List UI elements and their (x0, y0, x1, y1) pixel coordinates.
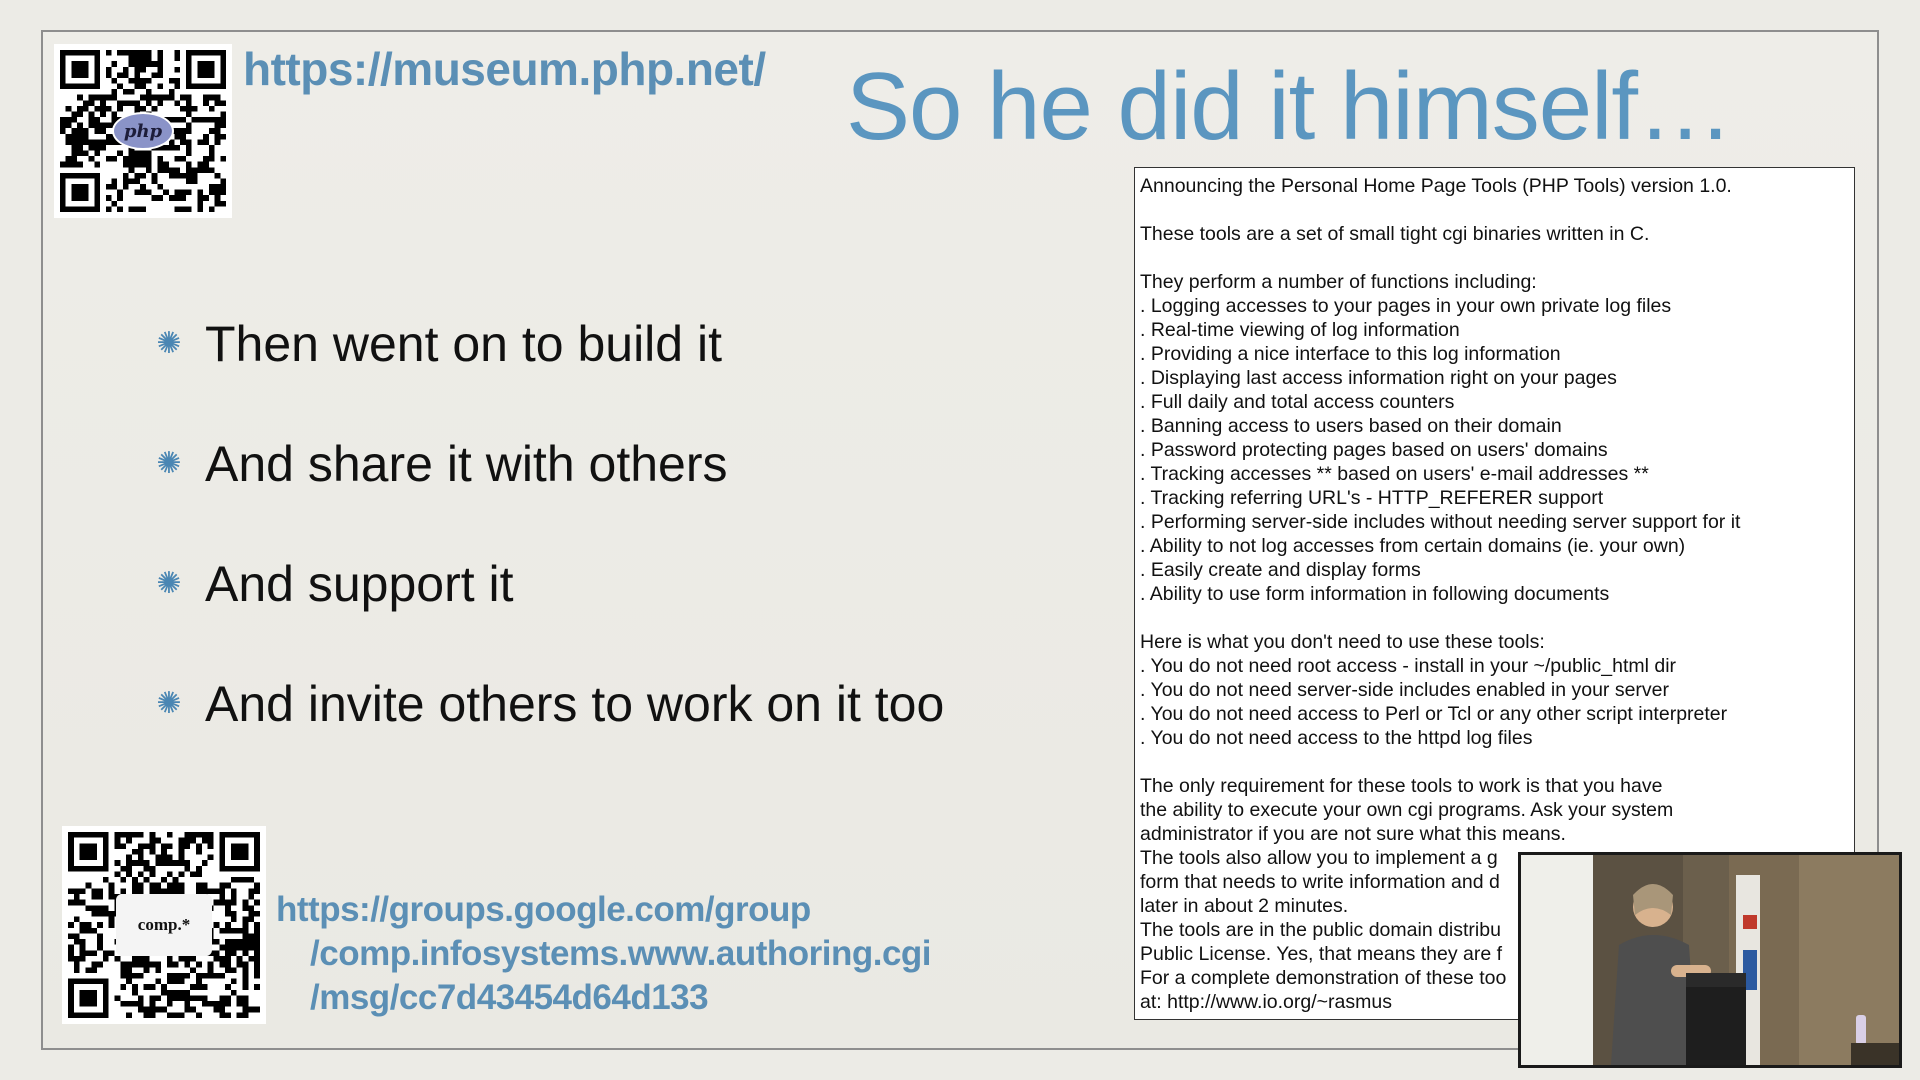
announcement-line: . Logging accesses to your pages in your own private log files (1140, 295, 1672, 317)
announcement-line: . Tracking referring URL's - HTTP_REFERER support (1140, 487, 1604, 509)
announcement-line (1140, 198, 1849, 222)
asterisk-bullet-icon: ✺ (156, 687, 182, 720)
usenet-link-line-2[interactable]: /comp.infosystems.www.authoring.cgi (310, 934, 932, 973)
bullet-text: And invite others to work on it too (205, 676, 945, 732)
announcement-line: The only requirement for these tools to work is that you have (1140, 775, 1663, 797)
announcement-line: at: http://www.io.org/~rasmus (1140, 991, 1392, 1013)
announcement-line: These tools are a set of small tight cgi binaries written in C. (1140, 223, 1650, 245)
speaker-video-overlay (1518, 852, 1902, 1068)
announcement-line: They perform a number of functions including: (1140, 271, 1537, 293)
bullet-item (155, 312, 944, 432)
php-logo-icon: php (112, 112, 174, 150)
announcement-line: . Providing a nice interface to this log information (1140, 343, 1561, 365)
asterisk-bullet-icon: ✺ (156, 567, 182, 600)
bullet-text: Then went on to build it (205, 316, 722, 372)
bullet-text: And share it with others (205, 436, 728, 492)
announcement-line: the ability to execute your own cgi programs. Ask your system (1140, 799, 1674, 821)
announcement-line: . Ability to not log accesses from certain domains (ie. your own) (1140, 535, 1686, 557)
announcement-line: . Full daily and total access counters (1140, 391, 1455, 413)
qr-code-museum (54, 44, 232, 218)
announcement-line: . Banning access to users based on their domain (1140, 415, 1562, 437)
announcement-line: The tools are in the public domain distribu (1140, 919, 1501, 941)
announcement-line: . You do not need access to Perl or Tcl or any other script interpreter (1140, 703, 1728, 725)
announcement-line: . Easily create and display forms (1140, 559, 1421, 581)
announcement-line: . Performing server-side includes without needing server support for it (1140, 511, 1741, 533)
announcement-line: Announcing the Personal Home Page Tools (PHP Tools) version 1.0. (1140, 175, 1732, 197)
bullet-list (155, 312, 944, 792)
announcement-line: . Real-time viewing of log information (1140, 319, 1460, 341)
announcement-line (1140, 246, 1849, 270)
announcement-line (1140, 606, 1849, 630)
bullet-item (155, 552, 944, 672)
asterisk-bullet-icon: ✺ (156, 447, 182, 480)
announcement-line: . Displaying last access information right on your pages (1140, 367, 1617, 389)
announcement-line: The tools also allow you to implement a g (1140, 847, 1498, 869)
announcement-line: . You do not need root access - install in your ~/public_html dir (1140, 655, 1677, 677)
qr-code-usenet (62, 826, 266, 1024)
usenet-link-line-3[interactable]: /msg/cc7d43454d64d133 (310, 978, 709, 1017)
bullet-text: And support it (205, 556, 514, 612)
bullet-item (155, 672, 944, 792)
announcement-line: Public License. Yes, that means they are f (1140, 943, 1503, 965)
slide-title: So he did it himself… (846, 53, 1733, 160)
announcement-line: administrator if you are not sure what this means. (1140, 823, 1566, 845)
usenet-link-line-1[interactable]: https://groups.google.com/group (276, 890, 811, 929)
announcement-line: . Ability to use form information in following documents (1140, 583, 1610, 605)
announcement-line (1140, 750, 1849, 774)
museum-link[interactable]: https://museum.php.net/ (243, 43, 766, 95)
announcement-line: . Tracking accesses ** based on users' e-mail addresses ** (1140, 463, 1649, 485)
announcement-line: later in about 2 minutes. (1140, 895, 1349, 917)
speaker-video-icon (1521, 855, 1899, 1065)
announcement-line: . You do not need access to the httpd log files (1140, 727, 1533, 749)
announcement-line: Here is what you don't need to use these tools: (1140, 631, 1545, 653)
announcement-line: form that needs to write information and d (1140, 871, 1500, 893)
comp-logo-icon: comp.* (116, 894, 212, 956)
announcement-line: . Password protecting pages based on users' domains (1140, 439, 1608, 461)
announcement-line: . You do not need server-side includes enabled in your server (1140, 679, 1670, 701)
announcement-line: For a complete demonstration of these too (1140, 967, 1507, 989)
bullet-item (155, 432, 944, 552)
asterisk-bullet-icon: ✺ (156, 327, 182, 360)
